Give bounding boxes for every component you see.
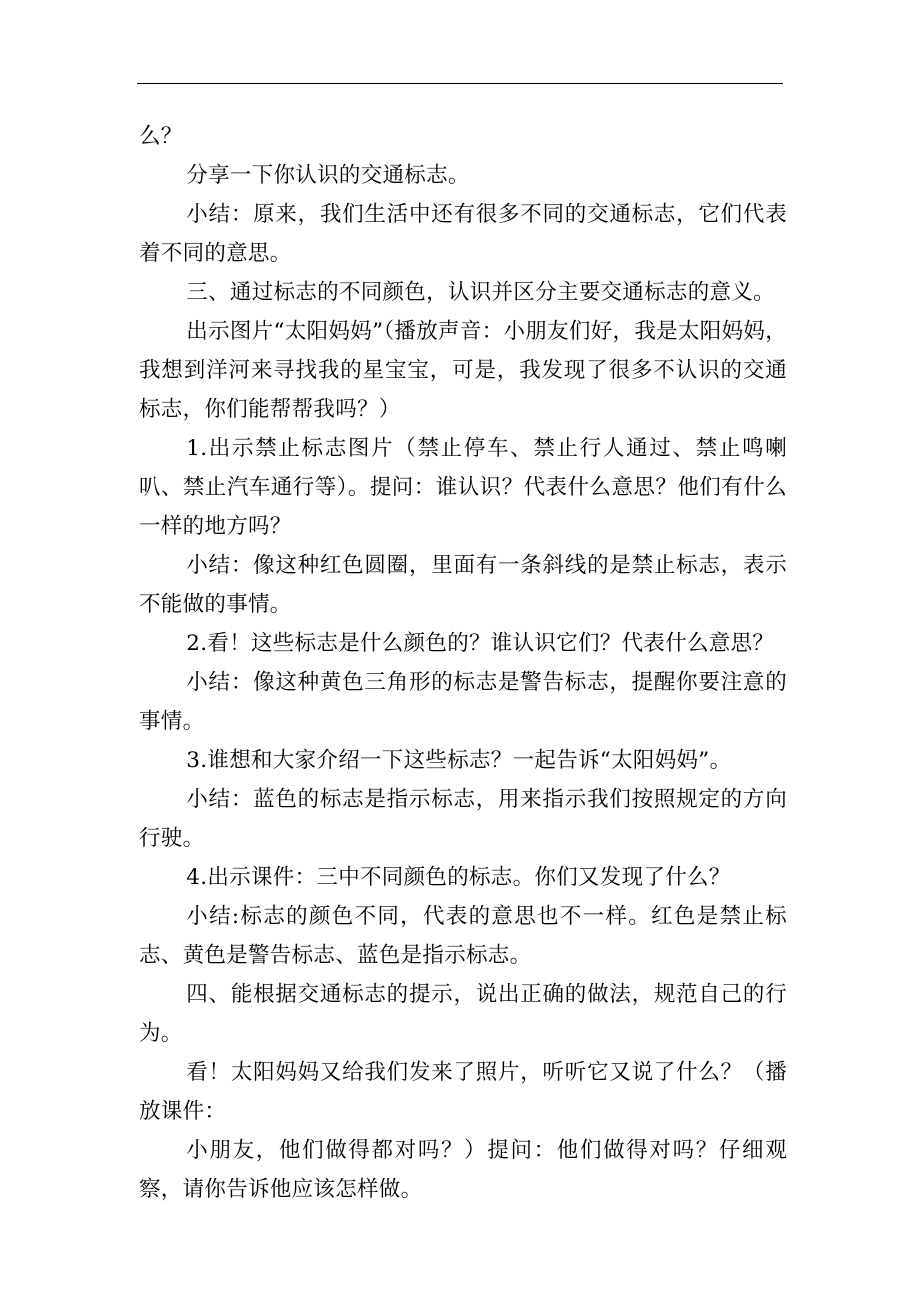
paragraph-summary-prohibition: 小结：像这种红色圆圈，里面有一条斜线的是禁止标志，表示不能做的事情。	[139, 553, 787, 617]
section-heading-4: 四、能根据交通标志的提示，说出正确的做法，规范自己的行为。	[139, 982, 787, 1046]
paragraph-step-3: 3.谁想和大家介绍一下这些标志？一起告诉“太阳妈妈”。	[186, 748, 732, 773]
section-heading-3: 三、通过标志的不同颜色，认识并区分主要交通标志的意义。	[186, 280, 775, 305]
paragraph-sun-mother: 出示图片“太阳妈妈”（播放声音：小朋友们好，我是太阳妈妈，我想到洋河来寻找我的星宝宝，可是，我发现了很多不认识的交通标志，你们能帮帮我吗？）	[139, 319, 787, 422]
paragraph-step-1: 1.出示禁止标志图片（禁止停车、禁止行人通过、禁止鸣喇叭、禁止汽车通行等）。提问：谁认识？代表什么意思？他们有什么一样的地方吗？	[139, 436, 787, 539]
document-body	[139, 117, 787, 1209]
paragraph-step-2: 2.看！这些标志是什么颜色的？谁认识它们？代表什么意思？	[186, 631, 775, 656]
paragraph-summary-colors: 小结:标志的颜色不同，代表的意思也不一样。红色是禁止标志、黄色是警告标志、蓝色是指示标志。	[139, 904, 787, 968]
paragraph-question: 小朋友，他们做得都对吗？）提问：他们做得对吗？仔细观察，请你告诉他应该怎样做。	[139, 1138, 787, 1202]
paragraph-summary-1: 小结：原来，我们生活中还有很多不同的交通标志，它们代表着不同的意思。	[139, 202, 787, 266]
header-rule	[137, 83, 783, 84]
paragraph-share-signs: 分享一下你认识的交通标志。	[186, 163, 470, 188]
paragraph-continuation: 么？	[139, 124, 183, 149]
paragraph-step-4: 4.出示课件：三中不同颜色的标志。你们又发现了什么？	[186, 865, 731, 890]
paragraph-summary-indication: 小结：蓝色的标志是指示标志，用来指示我们按照规定的方向行驶。	[139, 787, 787, 851]
paragraph-photos: 看！太阳妈妈又给我们发来了照片，听听它又说了什么？（播放课件：	[139, 1060, 787, 1124]
paragraph-summary-warning: 小结：像这种黄色三角形的标志是警告标志，提醒你要注意的事情。	[139, 670, 787, 734]
